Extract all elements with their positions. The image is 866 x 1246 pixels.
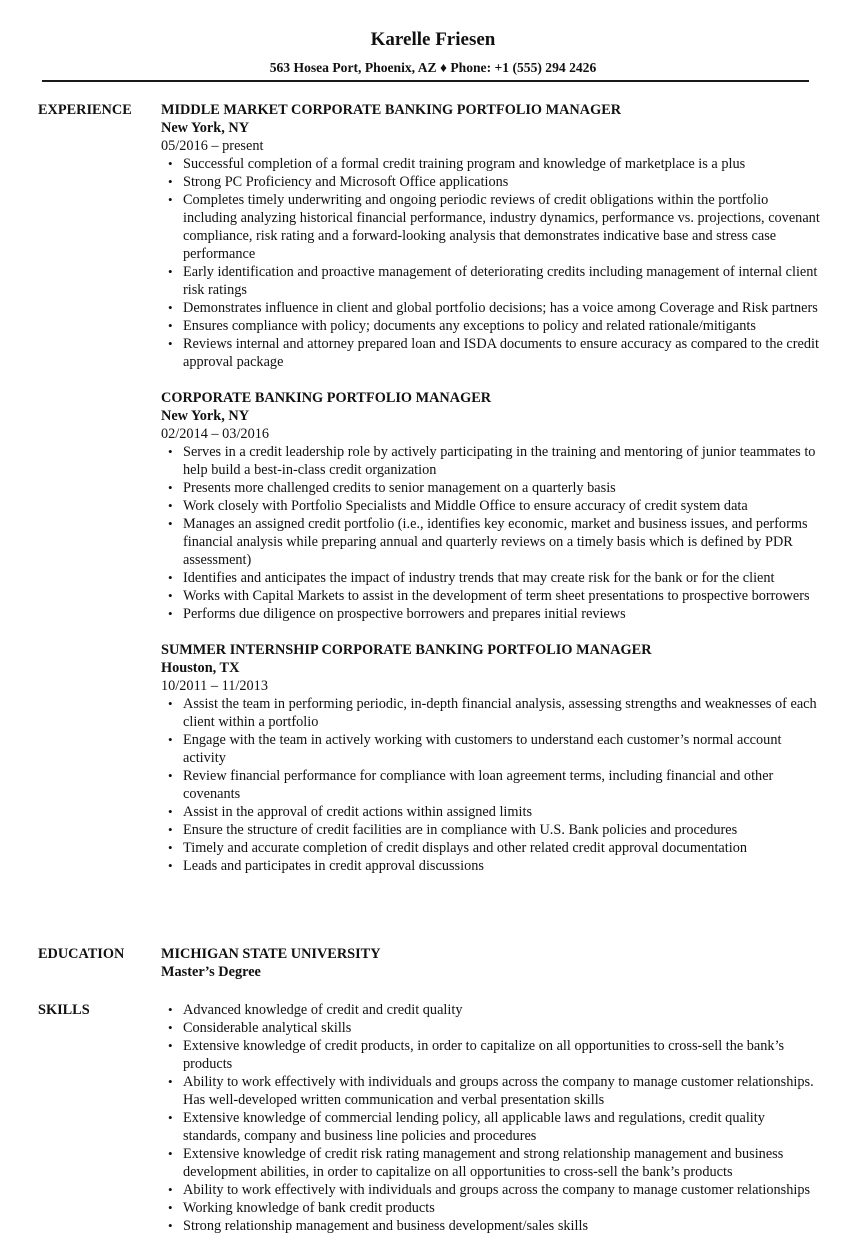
bullet-item: • Manages an assigned credit portfolio (i.e., identifies key economic, market and business issues, and performs financial analysis while preparing annual and quarterly reviews on a timely basis which is defined by PDR assessment) bbox=[161, 515, 821, 569]
education-label: EDUCATION bbox=[38, 946, 125, 962]
bullet-item: • Completes timely underwriting and ongoing periodic reviews of credit obligations within the portfolio including analyzing historical financial performance, industry dynamics, performance vs. projections, covenant compliance, risk rating and a forward-looking analysis that demonstrates indicative base and stress case performance bbox=[161, 191, 821, 263]
bullet-item: • Successful completion of a formal credit training program and knowledge of marketplace is a plus bbox=[161, 155, 821, 173]
job-dates: 02/2014 – 03/2016 bbox=[161, 426, 270, 442]
job-entry-2 bbox=[161, 389, 821, 623]
job-location: New York, NY bbox=[161, 120, 250, 136]
job-title: MIDDLE MARKET CORPORATE BANKING PORTFOLIO MANAGER bbox=[161, 102, 622, 118]
job-bullets bbox=[161, 443, 821, 623]
bullet-item: • Reviews internal and attorney prepared loan and ISDA documents to ensure accuracy as compared to the credit approval package bbox=[161, 335, 821, 371]
header-divider bbox=[42, 80, 809, 82]
skill-item: • Extensive knowledge of credit products, in order to capitalize on all opportunities to cross-sell the bank’s products bbox=[161, 1037, 821, 1073]
skill-item: • Ability to work effectively with individuals and groups across the company to manage customer relationships bbox=[161, 1181, 821, 1199]
bullet-item: • Presents more challenged credits to senior management on a quarterly basis bbox=[161, 479, 821, 497]
bullet-item: • Assist in the approval of credit actions within assigned limits bbox=[161, 803, 821, 821]
skill-item: • Extensive knowledge of credit risk rating management and strong relationship management and business development abilities, in order to capitalize on all opportunities to cross-sell the bank’s products bbox=[161, 1145, 821, 1181]
job-dates: 05/2016 – present bbox=[161, 138, 264, 154]
school-name: MICHIGAN STATE UNIVERSITY bbox=[161, 946, 381, 962]
job-location: Houston, TX bbox=[161, 660, 240, 676]
bullet-item: • Performs due diligence on prospective borrowers and prepares initial reviews bbox=[161, 605, 821, 623]
bullet-item: • Works with Capital Markets to assist in the development of term sheet presentations to prospective borrowers bbox=[161, 587, 821, 605]
bullet-item: • Demonstrates influence in client and global portfolio decisions; has a voice among Coverage and Risk partners bbox=[161, 299, 821, 317]
bullet-item: • Identifies and anticipates the impact of industry trends that may create risk for the bank or for the client bbox=[161, 569, 821, 587]
candidate-name: Karelle Friesen bbox=[370, 29, 496, 50]
bullet-item: • Early identification and proactive management of deteriorating credits including management of internal client risk ratings bbox=[161, 263, 821, 299]
contact-line: 563 Hosea Port, Phoenix, AZ ♦ Phone: +1 (555) 294 2426 bbox=[269, 60, 597, 75]
skills-body bbox=[161, 1001, 821, 1235]
skill-item: • Extensive knowledge of commercial lending policy, all applicable laws and regulations, credit quality standards, company and business line policies and procedures bbox=[161, 1109, 821, 1145]
experience-label: EXPERIENCE bbox=[38, 102, 132, 118]
bullet-item: • Leads and participates in credit approval discussions bbox=[161, 857, 821, 875]
job-entry-1 bbox=[161, 101, 821, 371]
bullet-item: • Ensures compliance with policy; documents any exceptions to policy and related rationale/mitigants bbox=[161, 317, 821, 335]
job-dates: 10/2011 – 11/2013 bbox=[161, 678, 268, 694]
skill-item: • Working knowledge of bank credit products bbox=[161, 1199, 821, 1217]
bullet-item: • Strong PC Proficiency and Microsoft Office applications bbox=[161, 173, 821, 191]
job-entry-3 bbox=[161, 641, 821, 875]
bullet-item: • Serves in a credit leadership role by actively participating in the training and mentoring of junior teammates to help build a best-in-class credit organization bbox=[161, 443, 821, 479]
experience-body bbox=[161, 101, 821, 893]
skill-item: • Strong relationship management and business development/sales skills bbox=[161, 1217, 821, 1235]
skills-label: SKILLS bbox=[38, 1002, 90, 1018]
skills-list bbox=[161, 1001, 821, 1235]
skill-item: • Considerable analytical skills bbox=[161, 1019, 821, 1037]
job-bullets bbox=[161, 155, 821, 371]
skill-item: • Advanced knowledge of credit and credit quality bbox=[161, 1001, 821, 1019]
bullet-item: • Timely and accurate completion of credit displays and other related credit approval documentation bbox=[161, 839, 821, 857]
bullet-item: • Engage with the team in actively working with customers to understand each customer’s normal account activity bbox=[161, 731, 821, 767]
job-bullets bbox=[161, 695, 821, 875]
bullet-item: • Work closely with Portfolio Specialists and Middle Office to ensure accuracy of credit system data bbox=[161, 497, 821, 515]
degree: Master’s Degree bbox=[161, 964, 261, 980]
job-title: CORPORATE BANKING PORTFOLIO MANAGER bbox=[161, 390, 492, 406]
bullet-item: • Review financial performance for compliance with loan agreement terms, including financial and other covenants bbox=[161, 767, 821, 803]
skill-item: • Ability to work effectively with individuals and groups across the company to manage customer relationships. Has well-developed written communication and verbal presentation skills bbox=[161, 1073, 821, 1109]
job-location: New York, NY bbox=[161, 408, 250, 424]
job-title: SUMMER INTERNSHIP CORPORATE BANKING PORTFOLIO MANAGER bbox=[161, 642, 652, 658]
bullet-item: • Assist the team in performing periodic, in-depth financial analysis, assessing strengths and weaknesses of each client within a portfolio bbox=[161, 695, 821, 731]
bullet-item: • Ensure the structure of credit facilities are in compliance with U.S. Bank policies and procedures bbox=[161, 821, 821, 839]
resume-header bbox=[0, 28, 866, 76]
education-body bbox=[161, 945, 821, 981]
